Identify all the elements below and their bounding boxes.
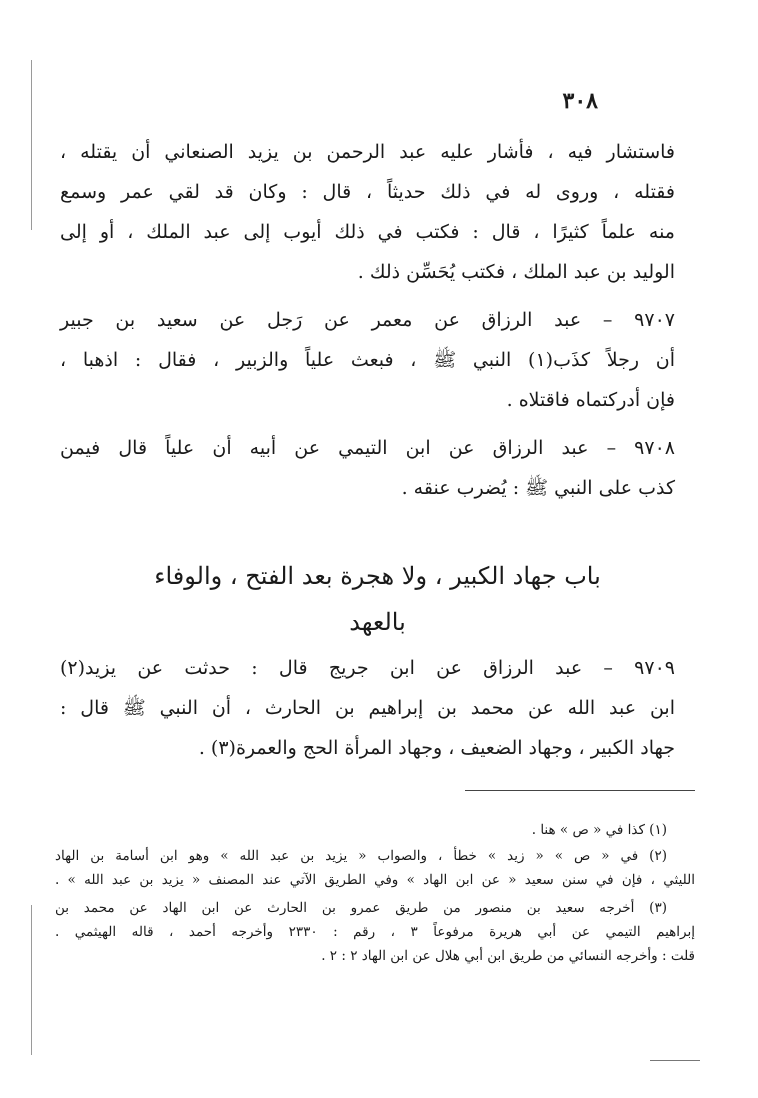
text-line: ٩٧٠٩ – عبد الرزاق عن ابن جريج قال : حدثت عن يزيد(٢): [60, 657, 675, 679]
text-line: ٩٧٠٨ – عبد الرزاق عن ابن التيمي عن أبيه أن علياً قال فيمن: [60, 437, 675, 459]
text-line: ابن عبد الله عن محمد بن إبراهيم بن الحارث ، أن النبي ﷺ قال :: [60, 697, 675, 719]
footnote-line: (١) كذا في « ص » هنا .: [531, 822, 667, 838]
footnote-line: الليثي ، فإن في سنن سعيد « عن ابن الهاد » وفي الطريق الآتي عند المصنف « يزيد بن عبد الله » .: [55, 872, 695, 888]
text-line: كذب على النبي ﷺ : يُضرب عنقه .: [401, 477, 675, 499]
footnote-line: إبراهيم التيمي عن أبي هريرة مرفوعاً ٣ ، رقم : ٢٣٣٠ وأخرجه أحمد ، قاله الهيثمي .: [55, 924, 695, 940]
footnote-3: [55, 896, 695, 968]
text-line: فاستشار فيه ، فأشار عليه عبد الرحمن بن يزيد الصنعاني أن يقتله ،: [60, 141, 675, 163]
bottom-mark: [650, 1060, 700, 1061]
hadith-9707: [60, 300, 675, 420]
footnote-2: [55, 844, 695, 892]
chapter-heading: [60, 553, 695, 645]
text-line: جهاد الكبير ، وجهاد الضعيف ، وجهاد المرأة الحج والعمرة(٣) .: [198, 737, 675, 759]
heading-line: باب جهاد الكبير ، ولا هجرة بعد الفتح ، والوفاء: [154, 562, 601, 590]
text-line: فإن أدركتماه فاقتلاه .: [506, 389, 675, 411]
page-number: ٣٠٨: [562, 88, 598, 114]
hadith-9709: [60, 648, 675, 768]
footnote-line: قلت : وأخرجه النسائي من طريق ابن أبي هلال عن ابن الهاد ٢ : ٢ .: [321, 948, 695, 964]
hadith-9708: [60, 428, 675, 508]
footnote-line: (٣) أخرجه سعيد بن منصور من طريق عمرو بن الحارث عن ابن الهاد عن محمد بن: [55, 900, 667, 916]
intro-paragraph: [60, 132, 675, 292]
heading-line: بالعهد: [349, 608, 406, 636]
footnote-separator: [465, 790, 695, 791]
text-line: أن رجلاً كذَب(١) النبي ﷺ ، فبعث علياً والزبير ، فقال : اذهبا ،: [60, 349, 675, 371]
text-line: منه علماً كثيرًا ، قال : فكتب في ذلك أيوب إلى عبد الملك ، أو إلى: [60, 221, 675, 243]
text-line: فقتله ، وروى له في ذلك حديثاً ، قال : وكان قد لقي عمر وسمع: [60, 181, 675, 203]
footnote-1: [55, 818, 695, 842]
footnote-line: (٢) في « ص » « زيد » خطأ ، والصواب « يزيد بن عبد الله » وهو ابن أسامة بن الهاد: [55, 848, 667, 864]
text-line: ٩٧٠٧ – عبد الرزاق عن معمر عن رَجل عن سعيد بن جبير: [60, 309, 675, 331]
text-line: الوليد بن عبد الملك ، فكتب يُحَسِّن ذلك .: [357, 261, 675, 283]
